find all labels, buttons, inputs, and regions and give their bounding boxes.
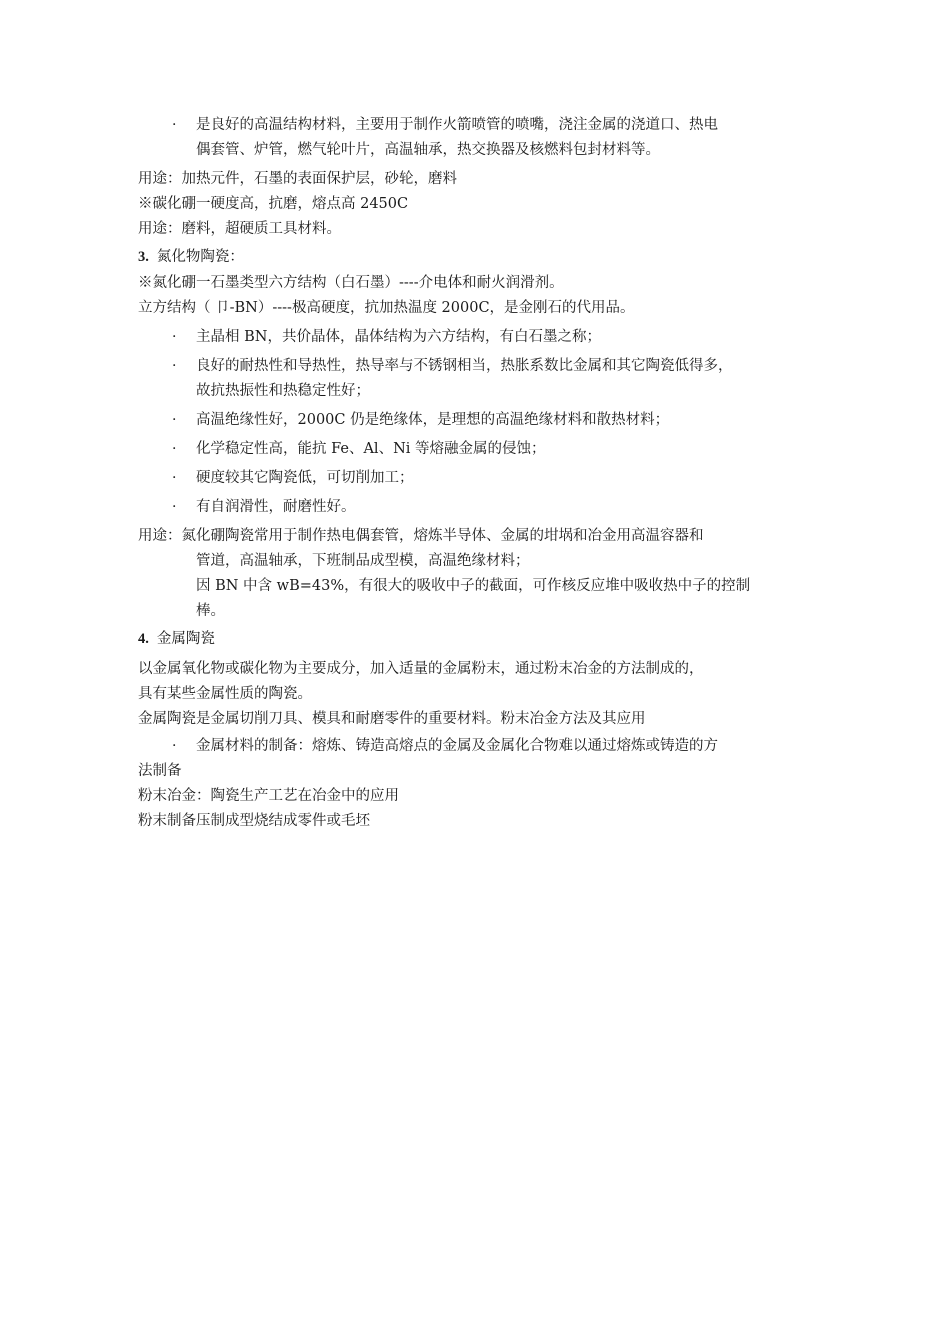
list-item: [138, 113, 823, 163]
bullet-marker: ·: [172, 470, 177, 486]
bn-usage-line: 用途：氮化硼陶瓷常用于制作热电偶套管，熔炼半导体、金属的坩埚和冶金用高温容器和: [138, 528, 704, 544]
cermet-importance-line: 金属陶瓷是金属切削刀具、模具和耐磨零件的重要材料。粉末冶金方法及其应用: [138, 711, 646, 727]
usage-heating-line: 用途：加热元件，石墨的表面保护层，砂轮，磨料: [138, 171, 457, 187]
usage-abrasive-line: 用途：磨料，超硬质工具材料。: [138, 221, 341, 237]
list-item: [138, 734, 823, 759]
boron-nitride-line: ※氮化硼一石墨类型六方结构（白石墨）----介电体和耐火润滑剂。: [138, 275, 564, 291]
section-number: 4.: [138, 631, 149, 647]
bullet-marker: ·: [172, 358, 177, 374]
section-heading-3: [138, 245, 823, 270]
bullet-marker: ·: [172, 329, 177, 345]
list-item: [138, 437, 823, 462]
section-title: 氮化物陶瓷：: [156, 249, 244, 265]
list-item: [138, 408, 823, 433]
cermet-intro-line: 以金属氧化物或碳化物为主要成分，加入适量的金属粉末，通过粉末冶金的方法制成的，: [138, 661, 704, 677]
bullet-marker: ·: [172, 738, 177, 754]
list-item-text-line: 偶套管、炉管，燃气轮叶片，高温轴承，热交换器及核燃料包封材料等。: [196, 142, 660, 158]
bn-usage-line: 棒。: [196, 603, 225, 619]
list-item: [138, 495, 823, 520]
powder-metallurgy-line: 粉末冶金：陶瓷生产工艺在冶金中的应用: [138, 788, 399, 804]
list-item-text-line: 故抗热振性和热稳定性好；: [196, 383, 370, 399]
list-item-text-line: 金属材料的制备：熔炼、铸造高熔点的金属及金属化合物难以通过熔炼或铸造的方: [196, 738, 718, 754]
list-item-text-line: 良好的耐热性和导热性，热导率与不锈钢相当，热胀系数比金属和其它陶瓷低得多，: [196, 358, 733, 374]
bullet-marker: ·: [172, 499, 177, 515]
process-line: 粉末制备压制成型烧结成零件或毛坯: [138, 813, 370, 829]
document-body: [138, 113, 823, 834]
bullet-marker: ·: [172, 117, 177, 133]
list-item: [138, 466, 823, 491]
bullet-marker: ·: [172, 441, 177, 457]
list-item-text-line: 有自润滑性，耐磨性好。: [196, 499, 356, 515]
list-item-text-line: 化学稳定性高，能抗 Fe、Al、Ni 等熔融金属的侵蚀；: [196, 441, 546, 457]
bullet-marker: ·: [172, 412, 177, 428]
list-item: [138, 325, 823, 350]
list-item-text-line: 高温绝缘性好，2000C 仍是绝缘体，是理想的高温绝缘材料和散热材料；: [196, 412, 670, 428]
bn-usage-line: 管道，高温轴承，下班制品成型模，高温绝缘材料；: [196, 553, 530, 569]
list-item-text-line: 硬度较其它陶瓷低，可切削加工；: [196, 470, 414, 486]
bn-usage-continuation: [138, 549, 823, 624]
section-number: 3.: [138, 249, 149, 265]
list-item-wrap-line: 法制备: [138, 763, 182, 779]
bn-usage-block: [138, 524, 823, 624]
list-item-text-line: 是良好的高温结构材料，主要用于制作火箭喷管的喷嘴，浇注金属的浇道口、热电: [196, 117, 718, 133]
list-item: [138, 354, 823, 404]
bn-usage-line: 因 BN 中含 wB=43%，有很大的吸收中子的截面，可作核反应堆中吸收热中子的控制: [196, 578, 751, 594]
section-title: 金属陶瓷: [156, 631, 215, 647]
cermet-intro-line: 具有某些金属性质的陶瓷。: [138, 686, 312, 702]
list-item-text-line: 主晶相 BN，共价晶体，晶体结构为六方结构，有白石墨之称；: [196, 329, 601, 345]
boron-carbide-line: ※碳化硼一硬度高，抗磨，熔点高 2450C: [138, 196, 409, 212]
section-heading-4: [138, 627, 823, 652]
cubic-structure-line: 立方结构（ 卩-BN）----极高硬度，抗加热温度 2000C，是金刚石的代用品。: [138, 300, 635, 316]
